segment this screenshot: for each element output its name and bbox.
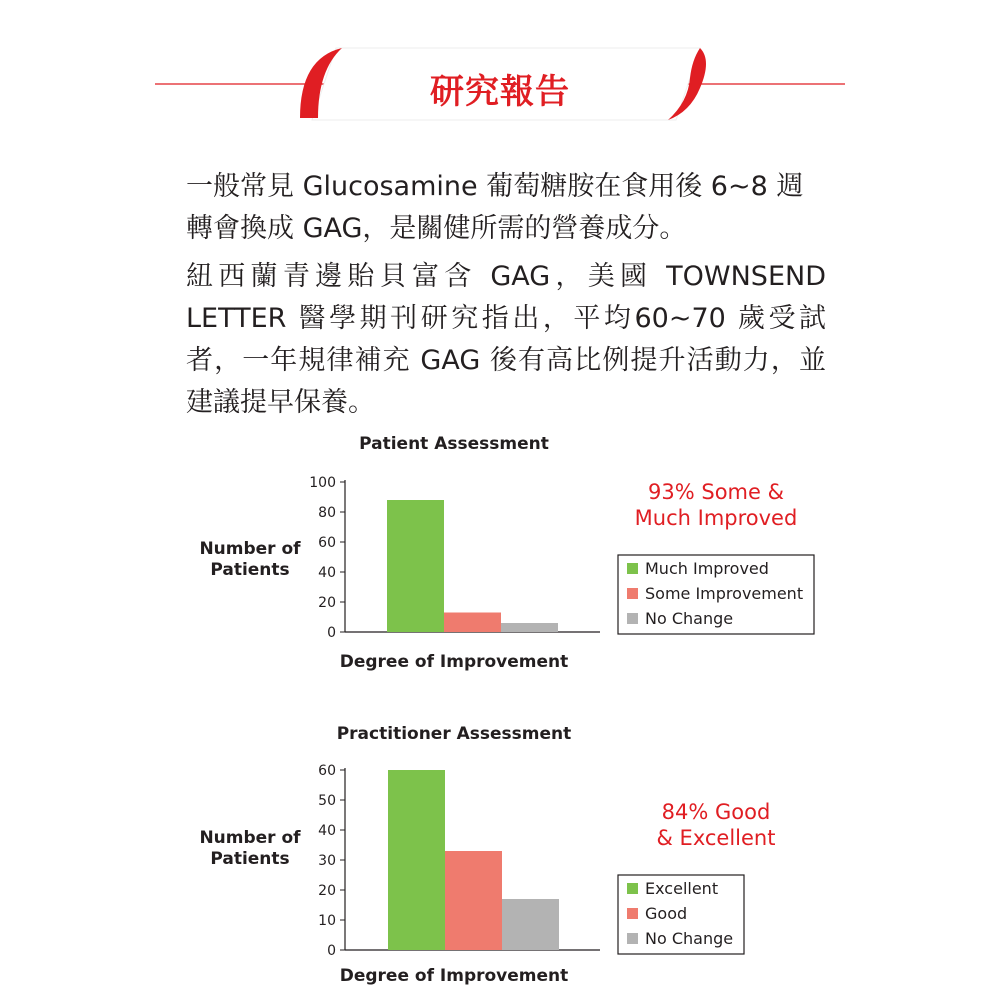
legend-label: Some Improvement <box>645 584 804 603</box>
y-tick-label: 0 <box>327 943 336 959</box>
callout-text: 93% Some & <box>648 480 784 504</box>
legend-label: No Change <box>645 929 734 948</box>
callout-text: 84% Good <box>661 800 771 824</box>
study-paragraph: 紐西蘭青邊貽貝富含 GAG，美國 TOWNSEND LETTER 醫學期刊研究指出，平均60~70 歲受試者，一年規律補充 GAG 後有高比例提升活動力，並建議提早保養。 <box>186 261 826 418</box>
y-tick-label: 0 <box>327 625 336 641</box>
y-tick-label: 40 <box>318 565 336 581</box>
bar-good <box>445 851 502 950</box>
y-axis-label: Patients <box>210 560 290 580</box>
callout-text: Much Improved <box>634 506 798 530</box>
y-tick-label: 40 <box>318 823 336 839</box>
bar-excellent <box>388 770 445 950</box>
y-tick-label: 10 <box>318 913 336 929</box>
y-tick-label: 20 <box>318 883 336 899</box>
bar-no-change <box>502 899 559 950</box>
legend-label: Excellent <box>645 879 719 898</box>
x-axis-label: Degree of Improvement <box>339 966 569 986</box>
legend-swatch <box>627 933 638 944</box>
y-tick-label: 80 <box>318 505 336 521</box>
intro-paragraph: 一般常見 Glucosamine 葡萄糖胺在食用後 6~8 週轉會換成 GAG，是關健所需的營養成分。 <box>186 171 804 244</box>
y-axis-label: Number of <box>199 539 301 559</box>
x-axis-label: Degree of Improvement <box>339 652 569 672</box>
y-axis-label: Patients <box>210 849 290 869</box>
page-title: 研究報告 <box>430 72 570 112</box>
callout-text: & Excellent <box>656 826 776 850</box>
legend-label: No Change <box>645 609 734 628</box>
chart-title: Practitioner Assessment <box>336 724 572 744</box>
legend-swatch <box>627 883 638 894</box>
legend-label: Good <box>645 904 688 923</box>
chart-title: Patient Assessment <box>359 434 549 454</box>
legend-swatch <box>627 908 638 919</box>
y-tick-label: 50 <box>318 793 336 809</box>
y-tick-label: 20 <box>318 595 336 611</box>
legend-label: Much Improved <box>645 559 769 578</box>
y-tick-label: 100 <box>309 475 336 491</box>
y-tick-label: 60 <box>318 763 336 779</box>
y-tick-label: 30 <box>318 853 336 869</box>
y-axis-label: Number of <box>199 828 301 848</box>
y-tick-label: 60 <box>318 535 336 551</box>
